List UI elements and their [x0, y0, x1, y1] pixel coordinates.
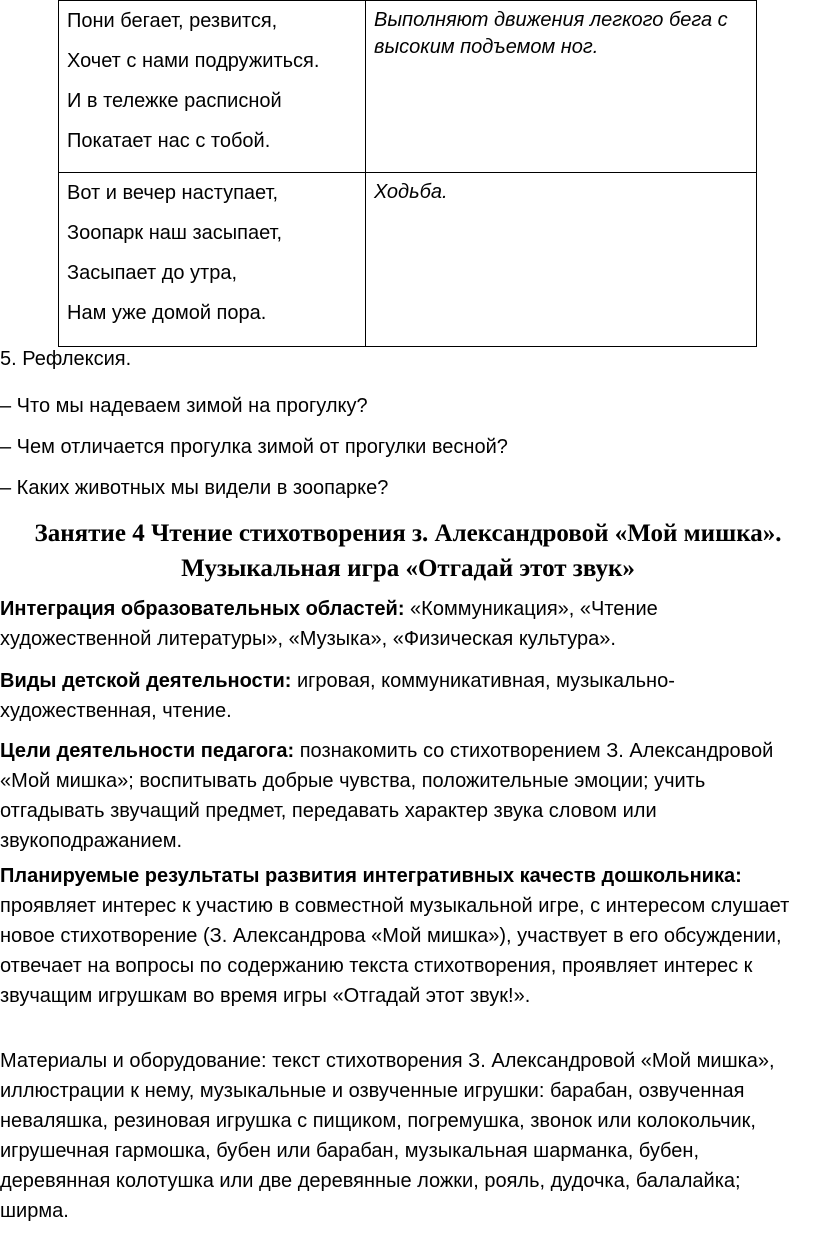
verse-cell — [59, 173, 366, 347]
movement-note: Выполняют движения легкого бега с высоким подъемом ног. — [374, 9, 728, 58]
verse-line: Вот и вечер наступает, — [67, 182, 279, 204]
lesson-heading-line: Занятие 4 Чтение стихотворения з. Александровой «Мой мишка». — [34, 520, 782, 547]
lesson-heading — [0, 516, 816, 586]
movement-note: Ходьба. — [374, 181, 448, 203]
verse-line: Зоопарк наш засыпает, — [67, 222, 283, 244]
movement-note-cell — [366, 173, 757, 347]
verse-line: Хочет с нами подружиться. — [67, 50, 320, 72]
reflection-question: – Чем отличается прогулка зимой от прогулки весной? — [0, 436, 508, 458]
verse-line: Засыпает до утра, — [67, 262, 238, 284]
lesson-heading-line: Музыкальная игра «Отгадай этот звук» — [181, 555, 635, 582]
verse-line: Пони бегает, резвится, — [67, 10, 278, 32]
goals-paragraph — [0, 736, 812, 856]
integration-paragraph — [0, 594, 812, 654]
reflection-title: 5. Рефлексия. — [0, 348, 132, 370]
poem-table — [58, 0, 757, 347]
verse-line: Покатает нас с тобой. — [67, 130, 271, 152]
results-label: Планируемые результаты развития интегративных качеств дошкольника: — [0, 865, 742, 887]
materials-paragraph: Материалы и оборудование: текст стихотворения З. Александровой «Мой мишка», иллюстрации к нему, музыкальные и озвученные игрушки: барабан, озвученная неваляшка, резиновая игрушка с пищиком, погремушка, звонок или колокольчик, игрушечная гармошка, бубен или барабан, музыкальная шарманка, бубен, деревянная колотушка или две деревянные ложки, рояль, дудочка, балалайка; ширма. — [0, 1050, 775, 1222]
reflection-question: – Каких животных мы видели в зоопарке? — [0, 477, 389, 499]
table-row — [59, 1, 757, 173]
movement-note-cell — [366, 1, 757, 173]
goals-text: познакомить со стихотворением З. Александровой «Мой мишка»; воспитывать добрые чувства, положительные эмоции; учить отгадывать звучащий предмет, передавать характер звука словом или звукоподражанием. — [0, 740, 774, 852]
goals-label: Цели деятельности педагога: — [0, 740, 295, 762]
reflection-question: – Что мы надеваем зимой на прогулку? — [0, 395, 368, 417]
verse-cell — [59, 1, 366, 173]
verse-line: И в тележке расписной — [67, 90, 282, 112]
activities-text: игровая, коммуникативная, музыкально-художественная, чтение. — [0, 670, 675, 722]
table-row — [59, 173, 757, 347]
activities-label: Виды детской деятельности: — [0, 670, 292, 692]
results-paragraph — [0, 861, 812, 1011]
integration-label: Интеграция образовательных областей: — [0, 598, 405, 620]
activities-paragraph — [0, 666, 812, 726]
results-text: проявляет интерес к участию в совместной музыкальной игре, с интересом слушает новое стихотворение (З. Александрова «Мой мишка»), участвует в его обсуждении, отвечает на вопросы по содержанию текста стихотворения, проявляет интерес к звучащим игрушкам во время игры «Отгадай этот звук!». — [0, 895, 790, 1007]
integration-text: «Коммуникация», «Чтение художественной литературы», «Музыка», «Физическая культура». — [0, 598, 658, 650]
verse-line: Нам уже домой пора. — [67, 302, 267, 324]
